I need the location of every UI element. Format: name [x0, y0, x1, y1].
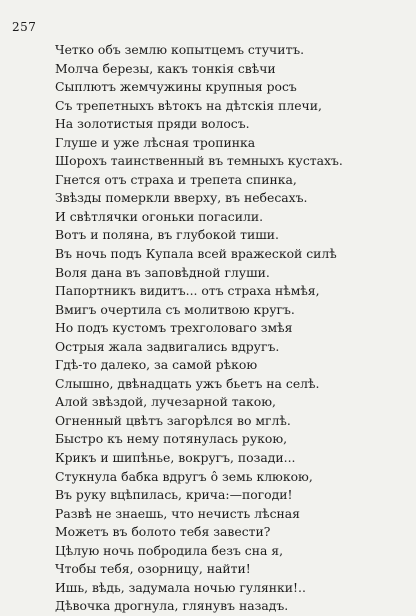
poem-line: Чтобы тебя, озорницу, найти!: [55, 561, 251, 577]
poem-line: На золотистыя пряди волосъ.: [55, 116, 250, 132]
poem-line: Глуше и уже лѣсная тропинка: [55, 134, 256, 150]
poem-line: Звѣзды померкли вверху, въ небесахъ.: [55, 190, 308, 206]
poem-line: Шорохъ таинственный въ темныхъ кустахъ.: [55, 153, 343, 169]
poem-line: Гнется отъ страха и трепета спинка,: [55, 171, 297, 187]
poem-line: Ишь, вѣдь, задумала ночью гулянки!..: [55, 579, 306, 595]
bleed-through-margin: [404, 40, 416, 480]
poem-line: Острыя жала задвигались вдругъ.: [55, 338, 280, 354]
poem-line: Четко объ землю копытцемъ стучитъ.: [55, 42, 305, 57]
poem-line: Папортникъ видитъ... отъ страха нѣмѣя,: [55, 283, 320, 299]
poem-line: Стукнула бабка вдругъ ô земь клюкою,: [55, 468, 313, 484]
poem-line: Быстро къ нему потянулась рукою,: [55, 431, 288, 447]
poem-line: Дѣвочка дрогнула, глянувъ назадъ.: [55, 598, 289, 614]
poem-line: Развѣ не знаешь, что нечисть лѣсная: [55, 505, 300, 521]
poem-line: Гдѣ-то далеко, за самой рѣкою: [55, 357, 258, 373]
poem-line: Алой звѣздой, лучезарной такою,: [55, 394, 276, 410]
poem-line: Крикъ и шипѣнье, вокругъ, позади...: [55, 450, 296, 466]
poem-line: Воля дана въ заповѣдной глуши.: [55, 264, 270, 280]
poem-line: Огненный цвѣтъ загорѣлся во мглѣ.: [55, 412, 291, 428]
poem-line: Въ ночь подъ Купала всей вражеской силѣ: [55, 246, 337, 262]
poem-line: Можетъ въ болото тебя завести?: [55, 524, 271, 540]
poem-line: Съ трепетныхъ вѣтокъ на дѣтскія плечи,: [55, 97, 322, 113]
page-number: 257: [12, 20, 37, 34]
poem-line: Слышно, двѣнадцать ужъ бьетъ на селѣ.: [55, 375, 320, 391]
poem-text: [55, 41, 405, 616]
poem-line: Вмигъ очертила съ молитвою кругъ.: [55, 301, 295, 317]
poem-line: Вотъ и поляна, въ глубокой тиши.: [55, 227, 279, 243]
poem-line: Въ руку вцѣпилась, крича:—погоди!: [55, 487, 293, 503]
poem-line: Цѣлую ночь побродила безъ сна я,: [55, 542, 284, 558]
poem-line: Молча березы, какъ тонкія свѣчи: [55, 60, 276, 76]
poem-line: И свѣтлячки огоньки погасили.: [55, 208, 264, 224]
poem-line: Но подъ кустомъ трехголоваго змѣя: [55, 320, 293, 336]
poem-line: Сыплютъ жемчужины крупныя росъ: [55, 79, 297, 95]
